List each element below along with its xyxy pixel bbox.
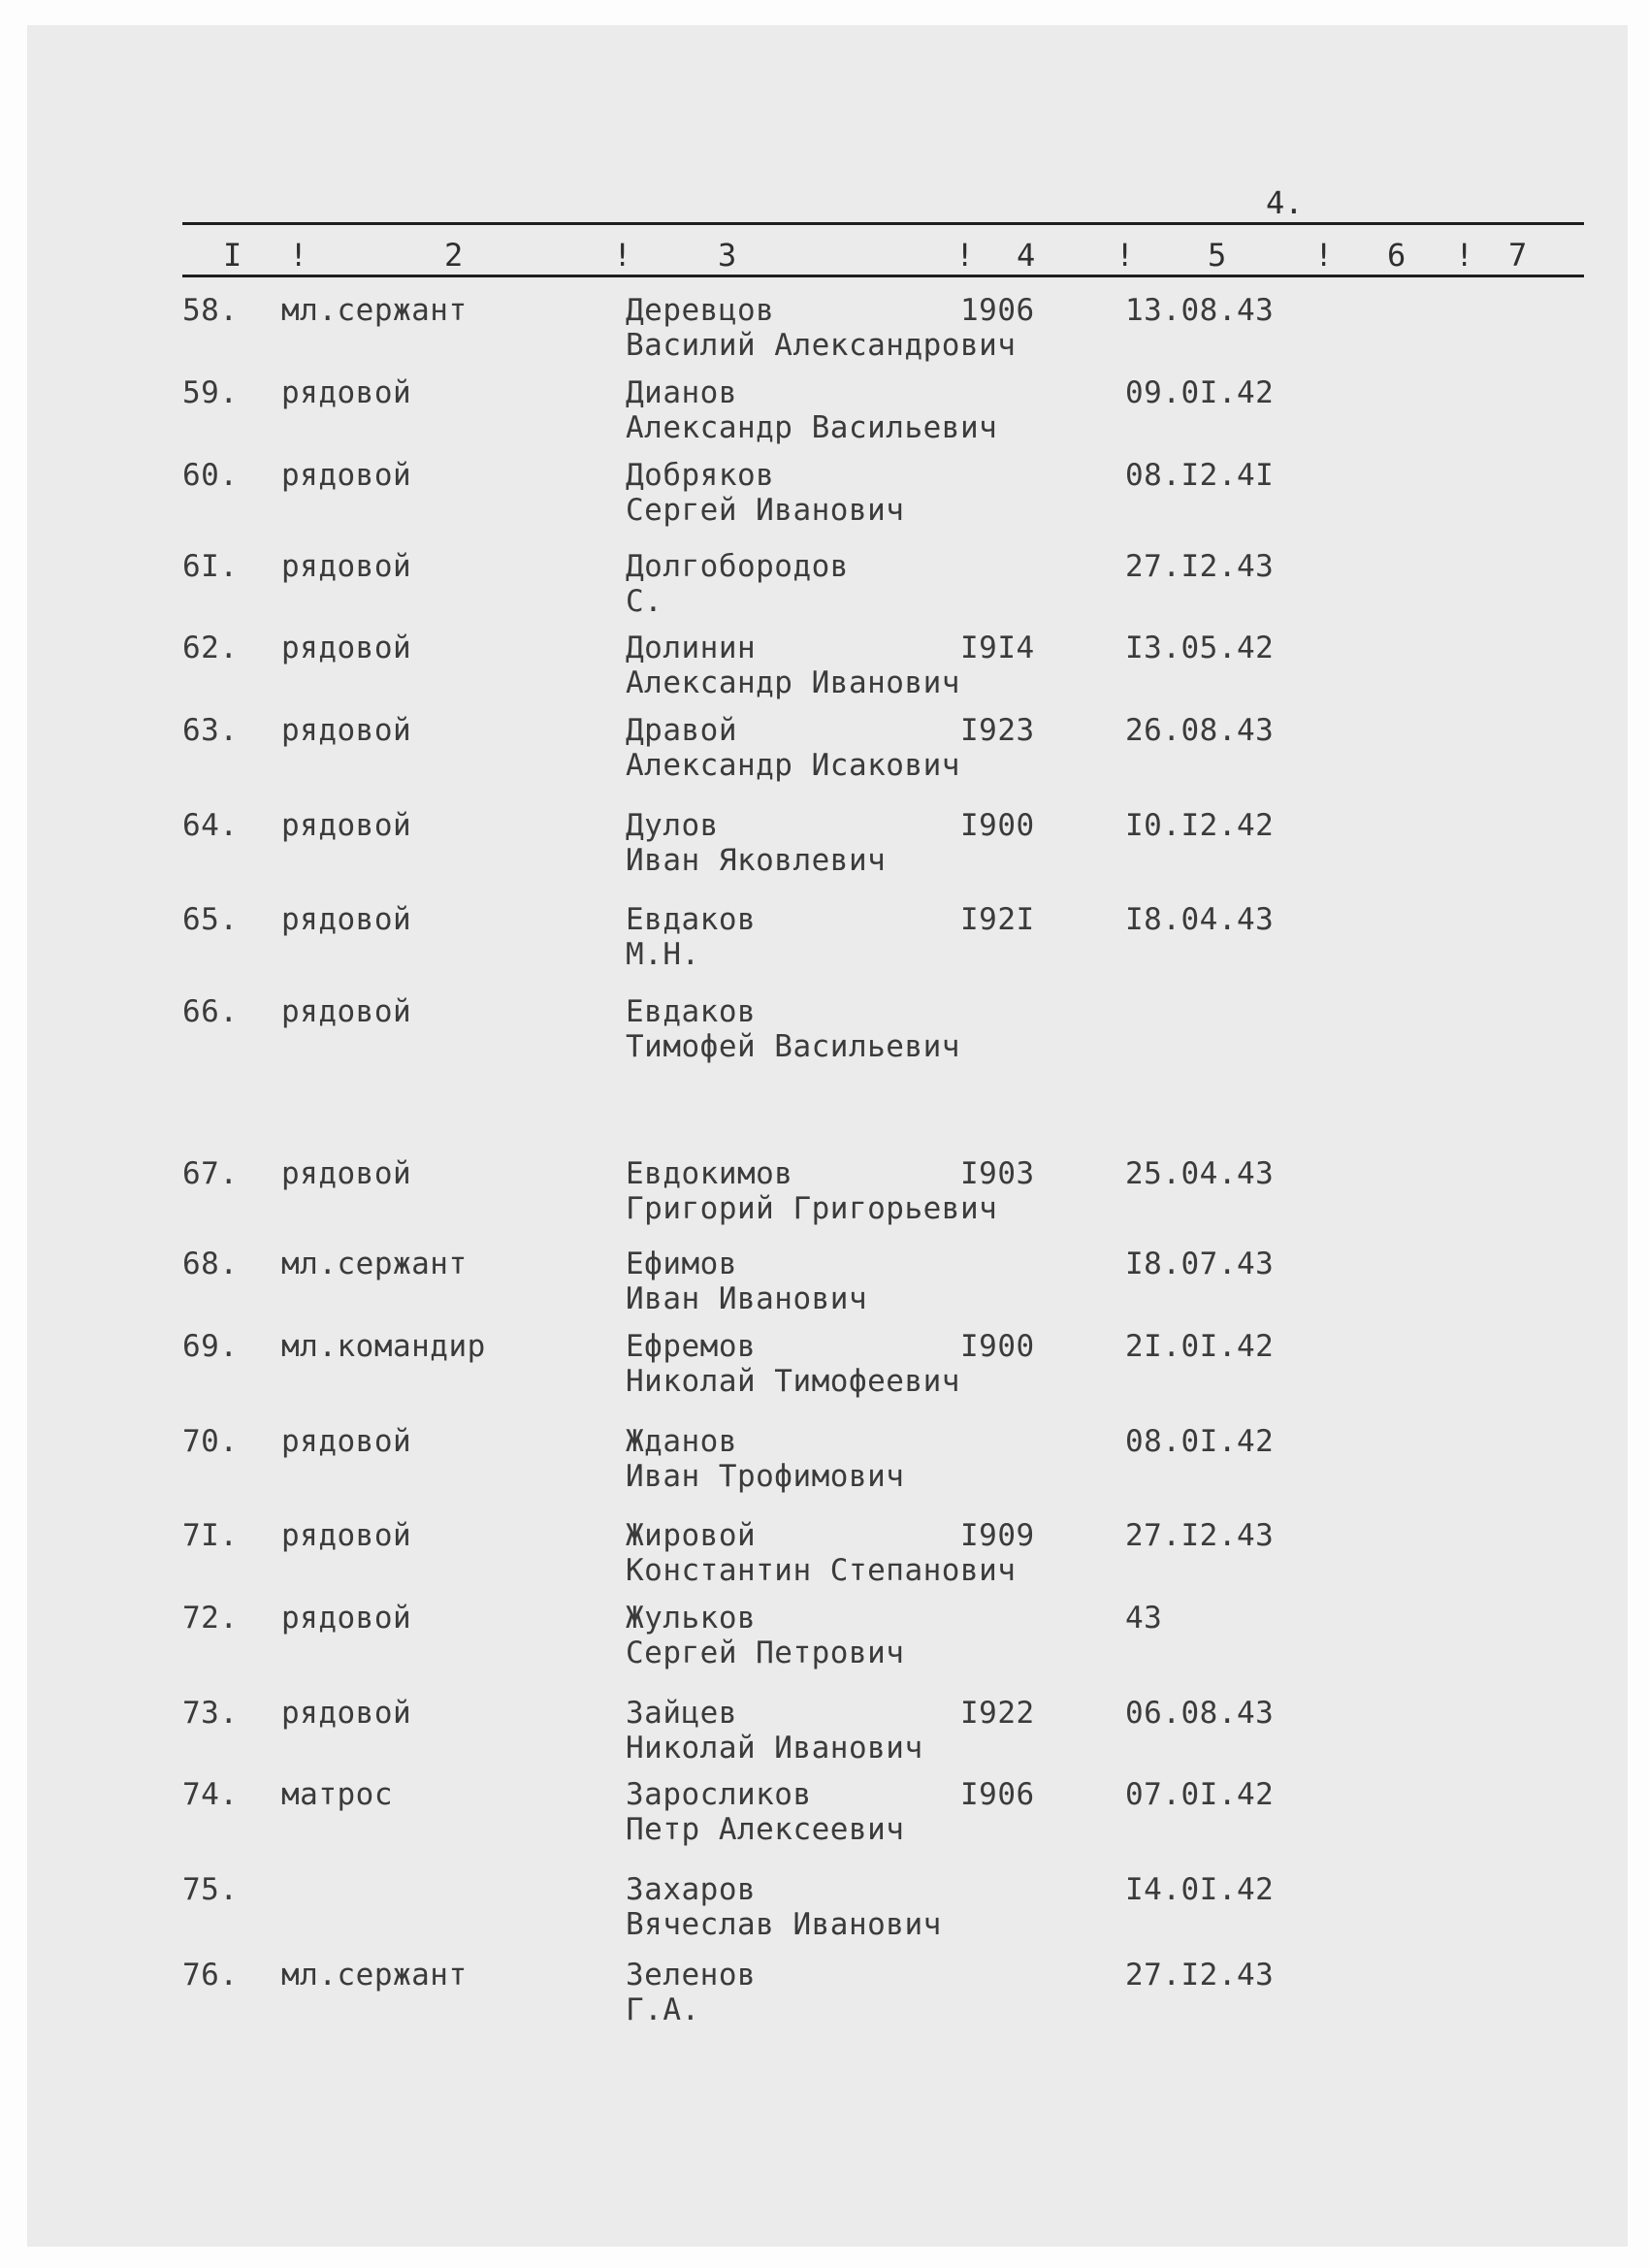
row-number: 70. — [182, 1424, 239, 1459]
surname-cell: Добряков — [626, 458, 775, 493]
given-name-cell: Вячеслав Иванович — [626, 1907, 942, 1942]
table-row — [0, 1601, 1649, 1678]
surname-cell: Деревцов — [626, 293, 775, 328]
header-top-rule — [182, 222, 1584, 225]
table-row — [0, 458, 1649, 535]
surname-cell: Дулов — [626, 808, 719, 843]
header-cell: 3 — [718, 237, 737, 274]
birth-year-cell: I903 — [960, 1156, 1035, 1191]
header-cell: ! — [955, 237, 975, 274]
rank-cell: рядовой — [281, 549, 412, 584]
header-cell: 2 — [444, 237, 464, 274]
rank-cell: рядовой — [281, 902, 412, 937]
row-number: 74. — [182, 1777, 239, 1812]
row-number: 7I. — [182, 1518, 239, 1553]
rank-cell: рядовой — [281, 1696, 412, 1731]
given-name-cell: Александр Исакович — [626, 748, 960, 783]
row-number: 58. — [182, 293, 239, 328]
rank-cell: рядовой — [281, 808, 412, 843]
date-cell: I3.05.42 — [1125, 631, 1275, 665]
birth-year-cell: I909 — [960, 1518, 1035, 1553]
row-number: 66. — [182, 994, 239, 1029]
given-name-cell: Николай Иванович — [626, 1731, 923, 1766]
table-row — [0, 293, 1649, 371]
given-name-cell: Тимофей Васильевич — [626, 1029, 960, 1064]
header-cell: ! — [1455, 237, 1474, 274]
date-cell: I8.07.43 — [1125, 1247, 1275, 1281]
rank-cell: матрос — [281, 1777, 393, 1812]
date-cell: I8.04.43 — [1125, 902, 1275, 937]
table-row — [0, 1424, 1649, 1502]
date-cell: 06.08.43 — [1125, 1696, 1275, 1731]
row-number: 64. — [182, 808, 239, 843]
row-number: 75. — [182, 1872, 239, 1907]
given-name-cell: Александр Васильевич — [626, 410, 998, 445]
rank-cell: рядовой — [281, 1424, 412, 1459]
given-name-cell: Иван Яковлевич — [626, 843, 887, 878]
birth-year-cell: I900 — [960, 1329, 1035, 1364]
rank-cell: рядовой — [281, 458, 412, 493]
header-cell: ! — [289, 237, 308, 274]
surname-cell: Дравой — [626, 713, 737, 748]
birth-year-cell: I923 — [960, 713, 1035, 748]
given-name-cell: Константин Степанович — [626, 1553, 1017, 1588]
date-cell: I0.I2.42 — [1125, 808, 1275, 843]
given-name-cell: Иван Трофимович — [626, 1459, 905, 1494]
rank-cell: мл.сержант — [281, 1958, 468, 1993]
row-number: 67. — [182, 1156, 239, 1191]
rank-cell: рядовой — [281, 1518, 412, 1553]
rank-cell: рядовой — [281, 994, 412, 1029]
header-cell: I — [223, 237, 242, 274]
rank-cell: рядовой — [281, 1156, 412, 1191]
given-name-cell: С. — [626, 584, 663, 619]
table-row — [0, 549, 1649, 627]
table-row — [0, 1156, 1649, 1234]
header-cell: 6 — [1387, 237, 1406, 274]
given-name-cell: Сергей Петрович — [626, 1636, 905, 1670]
surname-cell: Захаров — [626, 1872, 757, 1907]
header-cell: ! — [1314, 237, 1334, 274]
date-cell: 07.0I.42 — [1125, 1777, 1275, 1812]
birth-year-cell: 1906 — [960, 293, 1035, 328]
date-cell: 27.I2.43 — [1125, 1958, 1275, 1993]
table-row — [0, 902, 1649, 980]
given-name-cell: Сергей Иванович — [626, 493, 905, 528]
date-cell: I4.0I.42 — [1125, 1872, 1275, 1907]
surname-cell: Долгобородов — [626, 549, 849, 584]
date-cell: 09.0I.42 — [1125, 375, 1275, 410]
date-cell: 2I.0I.42 — [1125, 1329, 1275, 1364]
date-cell: 27.I2.43 — [1125, 549, 1275, 584]
row-number: 73. — [182, 1696, 239, 1731]
surname-cell: Евдаков — [626, 902, 757, 937]
table-row — [0, 1329, 1649, 1407]
date-cell: 08.I2.4I — [1125, 458, 1275, 493]
birth-year-cell: I922 — [960, 1696, 1035, 1731]
table-row — [0, 1958, 1649, 2035]
birth-year-cell: I9I4 — [960, 631, 1035, 665]
rank-cell: мл.сержант — [281, 1247, 468, 1281]
row-number: 59. — [182, 375, 239, 410]
table-row — [0, 1247, 1649, 1324]
row-number: 65. — [182, 902, 239, 937]
rank-cell: мл.сержант — [281, 293, 468, 328]
row-number: 60. — [182, 458, 239, 493]
surname-cell: Ефремов — [626, 1329, 757, 1364]
row-number: 62. — [182, 631, 239, 665]
rank-cell: мл.командир — [281, 1329, 486, 1364]
surname-cell: Жульков — [626, 1601, 757, 1636]
birth-year-cell: I900 — [960, 808, 1035, 843]
table-row — [0, 808, 1649, 886]
header-cell: 7 — [1508, 237, 1528, 274]
date-cell: 13.08.43 — [1125, 293, 1275, 328]
surname-cell: Зайцев — [626, 1696, 737, 1731]
given-name-cell: Петр Алексеевич — [626, 1812, 905, 1847]
birth-year-cell: I92I — [960, 902, 1035, 937]
row-number: 69. — [182, 1329, 239, 1364]
date-cell: 43 — [1125, 1601, 1163, 1636]
row-number: 63. — [182, 713, 239, 748]
date-cell: 08.0I.42 — [1125, 1424, 1275, 1459]
birth-year-cell: I906 — [960, 1777, 1035, 1812]
table-row — [0, 631, 1649, 708]
row-number: 76. — [182, 1958, 239, 1993]
table-row — [0, 713, 1649, 791]
row-number: 6I. — [182, 549, 239, 584]
header-cell: ! — [1116, 237, 1135, 274]
row-number: 72. — [182, 1601, 239, 1636]
surname-cell: Зеленов — [626, 1958, 757, 1993]
surname-cell: Евдаков — [626, 994, 757, 1029]
date-cell: 26.08.43 — [1125, 713, 1275, 748]
given-name-cell: Иван Иванович — [626, 1281, 868, 1316]
given-name-cell: Григорий Григорьевич — [626, 1191, 998, 1226]
surname-cell: Заросликов — [626, 1777, 812, 1812]
surname-cell: Евдокимов — [626, 1156, 793, 1191]
rank-cell: рядовой — [281, 375, 412, 410]
page-number: 4. — [1266, 184, 1304, 221]
surname-cell: Жданов — [626, 1424, 737, 1459]
table-row — [0, 994, 1649, 1072]
rank-cell: рядовой — [281, 1601, 412, 1636]
table-row — [0, 1518, 1649, 1596]
given-name-cell: М.Н. — [626, 937, 700, 972]
header-cell: ! — [613, 237, 632, 274]
header-bottom-rule — [182, 275, 1584, 277]
given-name-cell: Николай Тимофеевич — [626, 1364, 960, 1399]
rank-cell: рядовой — [281, 713, 412, 748]
given-name-cell: Василий Александрович — [626, 328, 1017, 363]
surname-cell: Жировой — [626, 1518, 757, 1553]
given-name-cell: Г.А. — [626, 1993, 700, 2027]
date-cell: 27.I2.43 — [1125, 1518, 1275, 1553]
table-row — [0, 1696, 1649, 1773]
header-cell: 5 — [1208, 237, 1227, 274]
given-name-cell: Александр Иванович — [626, 665, 960, 700]
surname-cell: Долинин — [626, 631, 757, 665]
header-cell: 4 — [1017, 237, 1036, 274]
surname-cell: Дианов — [626, 375, 737, 410]
rank-cell: рядовой — [281, 631, 412, 665]
table-row — [0, 375, 1649, 453]
surname-cell: Ефимов — [626, 1247, 737, 1281]
table-row — [0, 1777, 1649, 1855]
row-number: 68. — [182, 1247, 239, 1281]
date-cell: 25.04.43 — [1125, 1156, 1275, 1191]
table-row — [0, 1872, 1649, 1950]
